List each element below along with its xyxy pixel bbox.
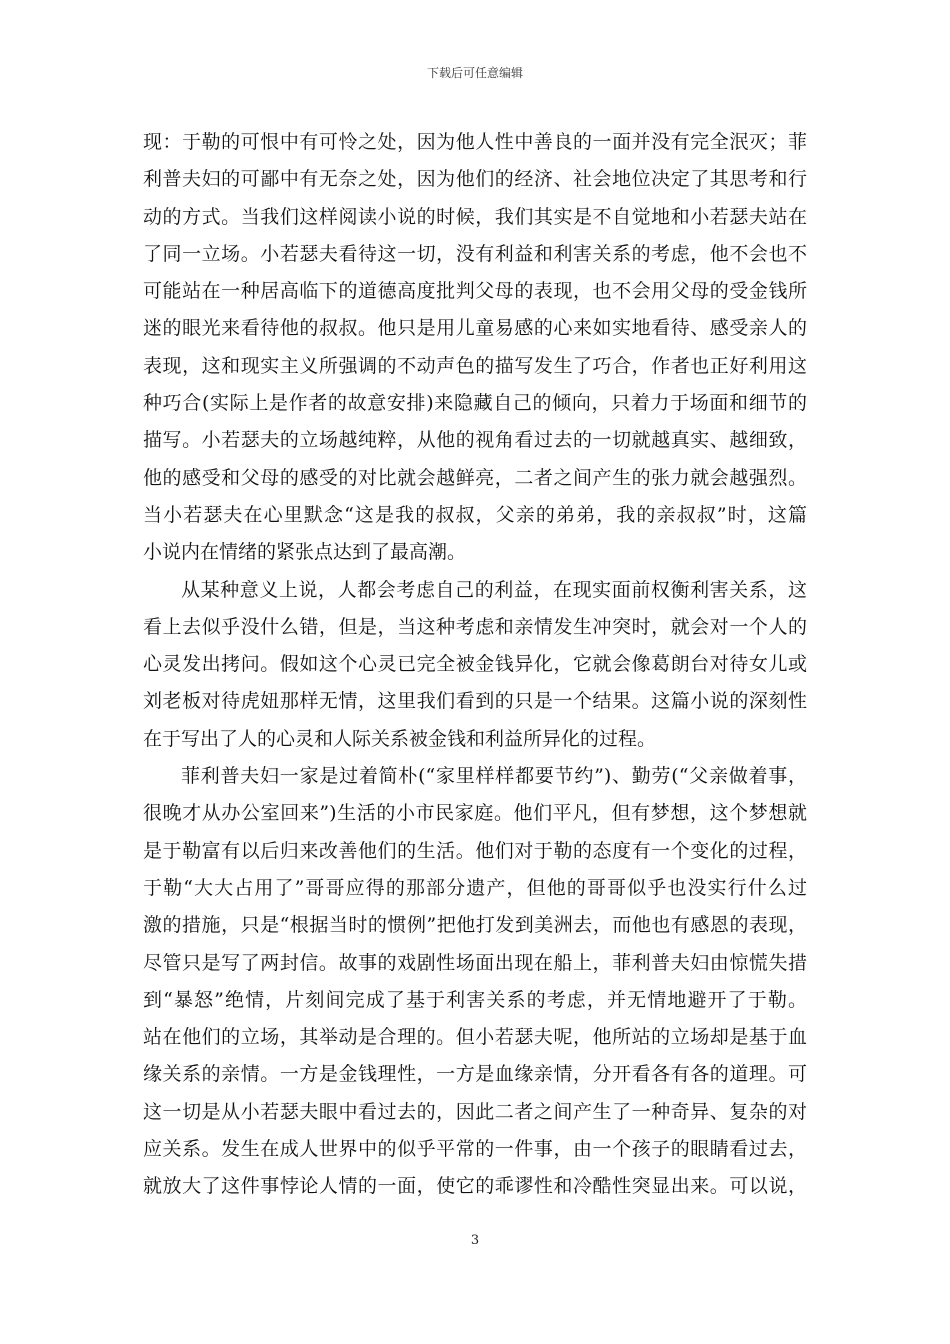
text-line: 激的措施，只是“根据当时的惯例”把他打发到美洲去，而他也有感恩的表现， xyxy=(143,914,807,937)
page-header: 下载后可任意编辑 xyxy=(426,66,523,80)
text-line: 利普夫妇的可鄙中有无奈之处，因为他们的经济、社会地位决定了其思考和行 xyxy=(143,168,807,191)
text-line: 当小若瑟夫在心里默念“这是我的叔叔，父亲的弟弟，我的亲叔叔”时，这篇 xyxy=(143,503,807,526)
text-line: 现：于勒的可恨中有可怜之处，因为他人性中善良的一面并没有完全泯灭；菲 xyxy=(143,131,807,153)
text-line: 表现，这和现实主义所强调的不动声色的描写发生了巧合，作者也正好利用这 xyxy=(143,354,807,377)
text-line: 了同一立场。小若瑟夫看待这一切，没有利益和利害关系的考虑，他不会也不 xyxy=(143,242,807,265)
text-line: 心灵发出拷问。假如这个心灵已完全被金钱异化，它就会像葛朗台对待女儿或 xyxy=(143,653,807,676)
text-line: 这一切是从小若瑟夫眼中看过去的，因此二者之间产生了一种奇异、复杂的对 xyxy=(143,1100,807,1123)
paragraph xyxy=(143,572,807,758)
text-line: 很晚才从办公室回来”)生活的小市民家庭。他们平凡，但有梦想，这个梦想就 xyxy=(143,802,807,825)
text-line: 到“暴怒”绝情，片刻间完成了基于利害关系的考虑，并无情地避开了于勒。 xyxy=(143,988,807,1011)
paragraph xyxy=(143,124,807,572)
text-line: 小说内在情绪的紧张点达到了最高潮。 xyxy=(143,541,467,564)
text-line: 种巧合(实际上是作者的故意安排)来隐藏自己的倾向，只着力于场面和细节的 xyxy=(143,392,807,415)
text-line: 应关系。发生在成人世界中的似乎平常的一件事，由一个孩子的眼睛看过去， xyxy=(143,1138,807,1161)
text-line: 看上去似乎没什么错，但是，当这种考虑和亲情发生冲突时，就会对一个人的 xyxy=(143,615,807,638)
text-line: 在于写出了人的心灵和人际关系被金钱和利益所异化的过程。 xyxy=(143,727,657,750)
text-line: 尽管只是写了两封信。故事的戏剧性场面出现在船上，菲利普夫妇由惊慌失措 xyxy=(143,951,807,974)
document-body xyxy=(143,124,807,1206)
text-line: 于勒“大大占用了”哥哥应得的那部分遗产，但他的哥哥似乎也没实行什么过 xyxy=(143,876,807,899)
paragraph xyxy=(143,758,807,1206)
text-line: 是于勒富有以后归来改善他们的生活。他们对于勒的态度有一个变化的过程， xyxy=(143,839,807,862)
text-line: 刘老板对待虎妞那样无情，这里我们看到的只是一个结果。这篇小说的深刻性 xyxy=(143,690,807,713)
text-line: 可能站在一种居高临下的道德高度批判父母的表现，也不会用父母的受金钱所 xyxy=(143,280,807,303)
page-number: 3 xyxy=(470,1233,480,1248)
text-line: 从某种意义上说，人都会考虑自己的利益，在现实面前权衡利害关系，这 xyxy=(181,578,807,601)
text-line: 菲利普夫妇一家是过着简朴(“家里样样都要节约”)、勤劳(“父亲做着事， xyxy=(181,765,807,788)
text-line: 站在他们的立场，其举动是合理的。但小若瑟夫呢，他所站的立场却是基于血 xyxy=(143,1026,807,1049)
text-line: 缘关系的亲情。一方是金钱理性，一方是血缘亲情，分开看各有各的道理。可 xyxy=(143,1063,807,1086)
text-line: 迷的眼光来看待他的叔叔。他只是用儿童易感的心来如实地看待、感受亲人的 xyxy=(143,317,807,340)
text-line: 描写。小若瑟夫的立场越纯粹，从他的视角看过去的一切就越真实、越细致， xyxy=(143,429,807,452)
text-line: 动的方式。当我们这样阅读小说的时候，我们其实是不自觉地和小若瑟夫站在 xyxy=(143,205,807,228)
text-line: 他的感受和父母的感受的对比就会越鲜亮，二者之间产生的张力就会越强烈。 xyxy=(143,466,807,489)
text-line: 就放大了这件事悖论人情的一面，使它的乖谬性和冷酷性突显出来。可以说， xyxy=(143,1175,807,1198)
